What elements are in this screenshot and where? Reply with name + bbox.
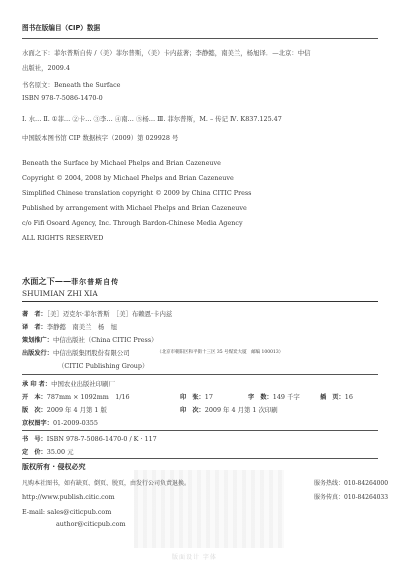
printing-row: [180, 405, 278, 414]
cip-data-number: 中国版本图书馆 CIP 数据核字（2009）第 029928 号: [22, 134, 179, 142]
format-value: 787mm × 1092mm 1/16: [46, 393, 130, 401]
registration-row: [22, 418, 98, 427]
price-rule: [22, 458, 378, 459]
printer-row: [22, 379, 115, 388]
words-label: 字 数：: [248, 394, 273, 401]
book-title-main: 水面之下——: [22, 276, 72, 286]
email-label: E-mail:: [22, 508, 46, 516]
specs-rule: [22, 430, 378, 431]
publisher-address: （北京市朝阳区和平街十三区 35 号煤炭大厦 邮编 100013）: [157, 350, 284, 355]
translator-value: 李静懿 南美兰 杨 旭: [46, 323, 118, 331]
registration-label: 京权图字：: [22, 420, 53, 427]
format-label: 开 本：: [22, 394, 47, 401]
book-title: [22, 276, 119, 287]
hotline-value: 010-84264000: [344, 480, 389, 487]
cip-original-title: 书名原文：Beneath the Surface: [22, 81, 121, 89]
rights-line-3: Simplified Chinese translation copyright © 2009 by China CITIC Press: [22, 189, 252, 197]
sheets-row: [180, 392, 213, 401]
planner-label: 策划推广：: [22, 337, 53, 344]
translator-label: 译 者：: [22, 324, 47, 331]
rights-line-2: Copyright © 2004, 2008 by Michael Phelps and Brian Cazeneuve: [22, 174, 234, 182]
fax-label: 服务传真：: [314, 494, 345, 501]
format-row: [22, 392, 130, 401]
watermark-text: 版面设计 字体: [172, 554, 217, 561]
translator-row: [22, 322, 117, 331]
author-value: ［美］迈克尔·菲尔普斯 ［美］布赖恩·卡内兹: [46, 310, 173, 318]
book-number-value: ISBN 978-7-5086-1470-0 / K · 117: [46, 435, 157, 443]
printing-value: 2009 年 4 月第 1 次印刷: [204, 406, 278, 414]
edition-label: 版 次：: [22, 407, 47, 414]
price-row: [22, 447, 73, 456]
registration-value: 01-2009-0355: [52, 419, 98, 427]
book-pinyin: SHUIMIAN ZHI XIA: [22, 289, 98, 298]
cip-top-rule: [22, 38, 378, 39]
sheets-value: 17: [204, 393, 213, 401]
printer-label: 承 印 者：: [22, 381, 52, 388]
rights-line-6: ALL RIGHTS RESERVED: [22, 234, 104, 242]
publisher-row: [22, 348, 130, 357]
title-rule: [22, 301, 378, 302]
fax-value: 010-84264033: [344, 494, 389, 501]
rights-line-1: Beneath the Surface by Michael Phelps and Brian Cazeneuve: [22, 159, 221, 167]
plates-label: 插 页：: [320, 394, 345, 401]
book-number-label: 书 号：: [22, 436, 47, 443]
publisher-value: 中信出版集团股份有限公司: [52, 349, 130, 357]
price-value: 35.00 元: [46, 448, 74, 456]
hotline-label: 服务热线：: [314, 480, 345, 487]
planner-value: 中信出版社（China CITIC Press）: [52, 336, 158, 344]
book-number-row: [22, 434, 157, 443]
cip-subjects: Ⅰ. 水… Ⅱ. ①菲… ②卡… ③李… ④南… ⑤杨… Ⅲ. 菲尔普斯，M. – 传记 Ⅳ. K837.125.47: [22, 115, 282, 123]
publisher-english: （CITIC Publishing Group）: [58, 362, 149, 370]
edition-value: 2009 年 4 月第 1 版: [46, 406, 107, 414]
hotline-row: [314, 478, 388, 487]
author-label: 著 者：: [22, 311, 47, 318]
rights-line-5: c/o Fifi Osoard Agency, Inc. Through Bardon-Chinese Media Agency: [22, 219, 243, 227]
email-row: [22, 508, 111, 516]
words-row: [248, 392, 300, 401]
cip-entry-line2: 出版社，2009.4: [22, 64, 70, 72]
cip-entry-line1: 水面之下：菲尔普斯自传 /（美）菲尔普斯，（美）卡内兹著；李静懿，南美兰，杨旭译．—北京：中信: [22, 49, 311, 57]
fax-row: [314, 492, 388, 501]
book-subtitle: 菲尔普斯自传: [71, 277, 120, 286]
cip-isbn: ISBN 978-7-5086-1470-0: [22, 94, 103, 102]
return-notice: 凡购本社图书，如有缺页、倒页、脱页，由发行公司负责退换。: [22, 480, 191, 487]
edition-row: [22, 405, 107, 414]
planner-row: [22, 335, 158, 344]
copyright-heading: 版权所有 · 侵权必究: [22, 463, 86, 471]
printing-label: 印 次：: [180, 407, 205, 414]
plates-row: [320, 392, 353, 401]
website-link[interactable]: http://www.publish.citic.com: [22, 493, 115, 501]
publisher-label: 出版发行：: [22, 350, 53, 357]
author-row: [22, 309, 172, 318]
credits-rule: [22, 374, 378, 375]
printer-value: 中国农业出版社印刷厂: [51, 380, 115, 388]
rights-line-4: Published by arrangement with Michael Phelps and Brian Cazeneuve: [22, 204, 247, 212]
price-label: 定 价：: [22, 449, 47, 456]
sheets-label: 印 张：: [180, 394, 205, 401]
plates-value: 16: [344, 393, 353, 401]
author-email-link[interactable]: author@citicpub.com: [56, 520, 126, 528]
sales-email-link[interactable]: sales@citicpub.com: [47, 508, 112, 516]
words-value: 149 千字: [272, 393, 300, 401]
cip-heading: 图书在版编目（CIP）数据: [22, 24, 101, 32]
